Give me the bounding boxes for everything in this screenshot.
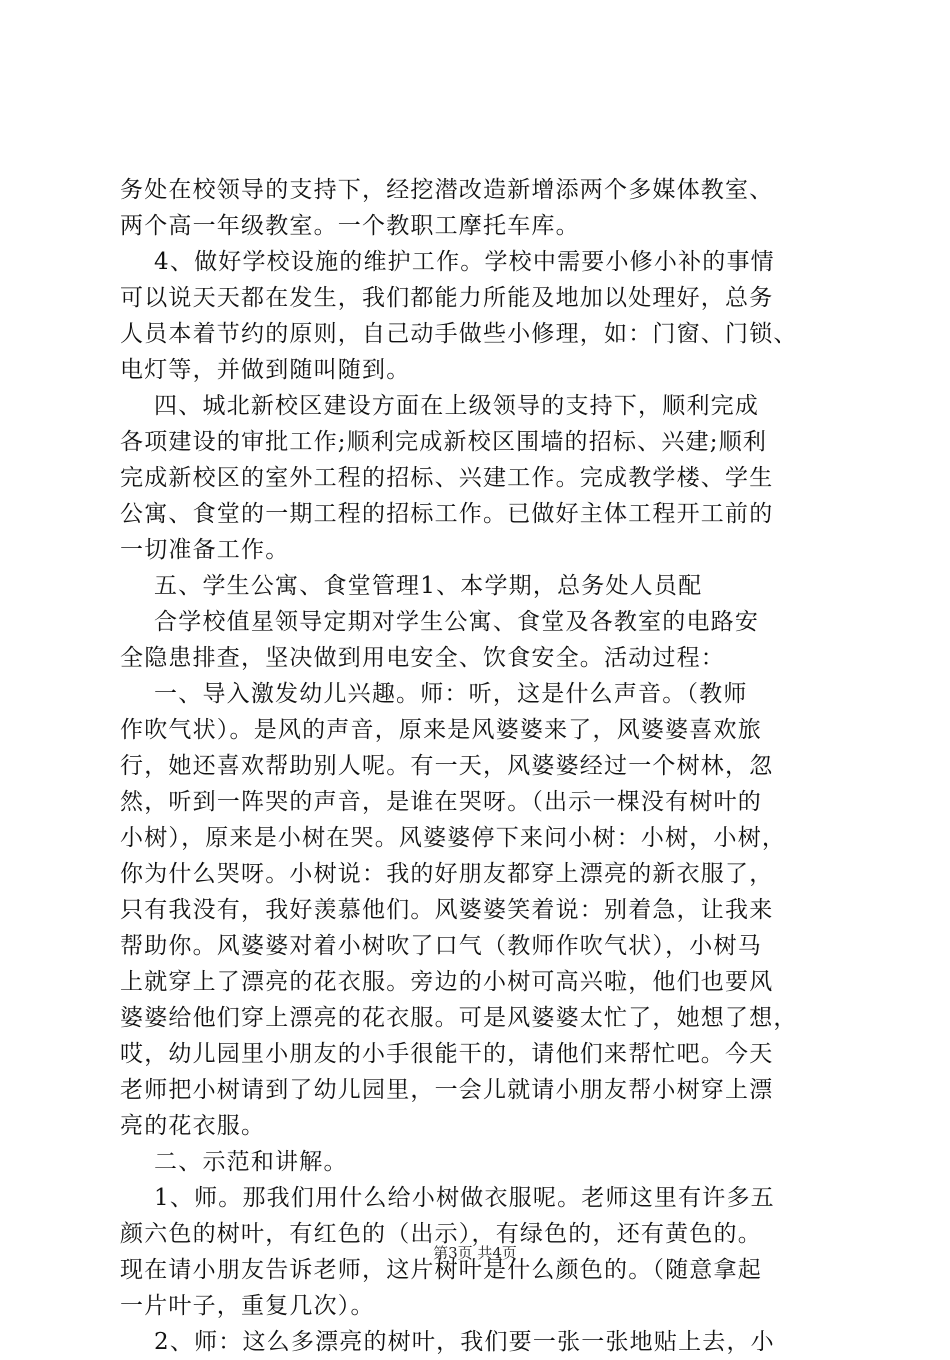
text-line: 1、师。那我们用什么给小树做衣服呢。老师这里有许多五 — [120, 1185, 775, 1211]
text-line: 行，她还喜欢帮助别人呢。有一天，风婆婆经过一个树林，忽 — [120, 753, 774, 779]
text-line: 颜六色的树叶，有红色的（出示），有绿色的，还有黄色的。 — [120, 1221, 762, 1247]
text-line: 可以说天天都在发生，我们都能力所能及地加以处理好，总务 — [120, 285, 774, 311]
page-number-footer: 第3页 共4页 — [433, 1244, 517, 1262]
text-line: 一、导入激发幼儿兴趣。师：听，这是什么声音。（教师 — [120, 681, 748, 707]
text-line: 五、学生公寓、食堂管理1、本学期，总务处人员配 — [120, 573, 703, 599]
text-line: 2、师：这么多漂亮的树叶，我们要一张一张地贴上去，小 — [120, 1329, 775, 1355]
text-line: 哎，幼儿园里小朋友的小手很能干的，请他们来帮忙吧。今天 — [120, 1041, 774, 1067]
text-line: 务处在校领导的支持下，经挖潜改造新增添两个多媒体教室、 — [120, 177, 774, 203]
text-line: 二、示范和讲解。 — [120, 1149, 348, 1175]
text-line: 人员本着节约的原则，自己动手做些小修理，如：门窗、门锁、 — [120, 321, 798, 347]
text-line: 各项建设的审批工作;顺利完成新校区围墙的招标、兴建;顺利 — [120, 429, 768, 455]
text-line: 两个高一年级教室。一个教职工摩托车库。 — [120, 213, 580, 239]
text-line: 4、做好学校设施的维护工作。学校中需要小修小补的事情 — [120, 249, 775, 275]
text-line: 婆婆给他们穿上漂亮的花衣服。可是风婆婆太忙了，她想了想， — [120, 1005, 798, 1031]
text-line: 然，听到一阵哭的声音，是谁在哭呀。（出示一棵没有树叶的 — [120, 789, 762, 815]
text-line: 四、城北新校区建设方面在上级领导的支持下，顺利完成 — [120, 393, 760, 419]
text-line: 亮的花衣服。 — [120, 1113, 266, 1139]
text-line: 完成新校区的室外工程的招标、兴建工作。完成教学楼、学生 — [120, 465, 774, 491]
text-line: 帮助你。风婆婆对着小树吹了口气（教师作吹气状），小树马 — [120, 933, 762, 959]
text-line: 上就穿上了漂亮的花衣服。旁边的小树可高兴啦，他们也要风 — [120, 969, 774, 995]
text-line: 全隐患排查，坚决做到用电安全、饮食安全。活动过程： — [120, 645, 725, 671]
text-line: 合学校值星领导定期对学生公寓、食堂及各教室的电路安 — [120, 609, 760, 635]
text-line: 电灯等，并做到随叫随到。 — [120, 357, 411, 383]
text-line: 公寓、食堂的一期工程的招标工作。已做好主体工程开工前的 — [120, 501, 774, 527]
text-line: 作吹气状）。是风的声音，原来是风婆婆来了，风婆婆喜欢旅 — [120, 717, 762, 743]
text-line: 一片叶子，重复几次）。 — [120, 1293, 375, 1319]
text-line: 一切准备工作。 — [120, 537, 290, 563]
text-line: 小树），原来是小树在哭。风婆婆停下来问小树：小树，小树， — [120, 825, 787, 851]
text-line: 只有我没有，我好羡慕他们。风婆婆笑着说：别着急，让我来 — [120, 897, 774, 923]
text-line: 现在请小朋友告诉老师，这片树叶是什么颜色的。（随意拿起 — [120, 1257, 762, 1283]
text-line: 老师把小树请到了幼儿园里，一会儿就请小朋友帮小树穿上漂 — [120, 1077, 774, 1103]
text-line: 你为什么哭呀。小树说：我的好朋友都穿上漂亮的新衣服了， — [120, 861, 774, 887]
